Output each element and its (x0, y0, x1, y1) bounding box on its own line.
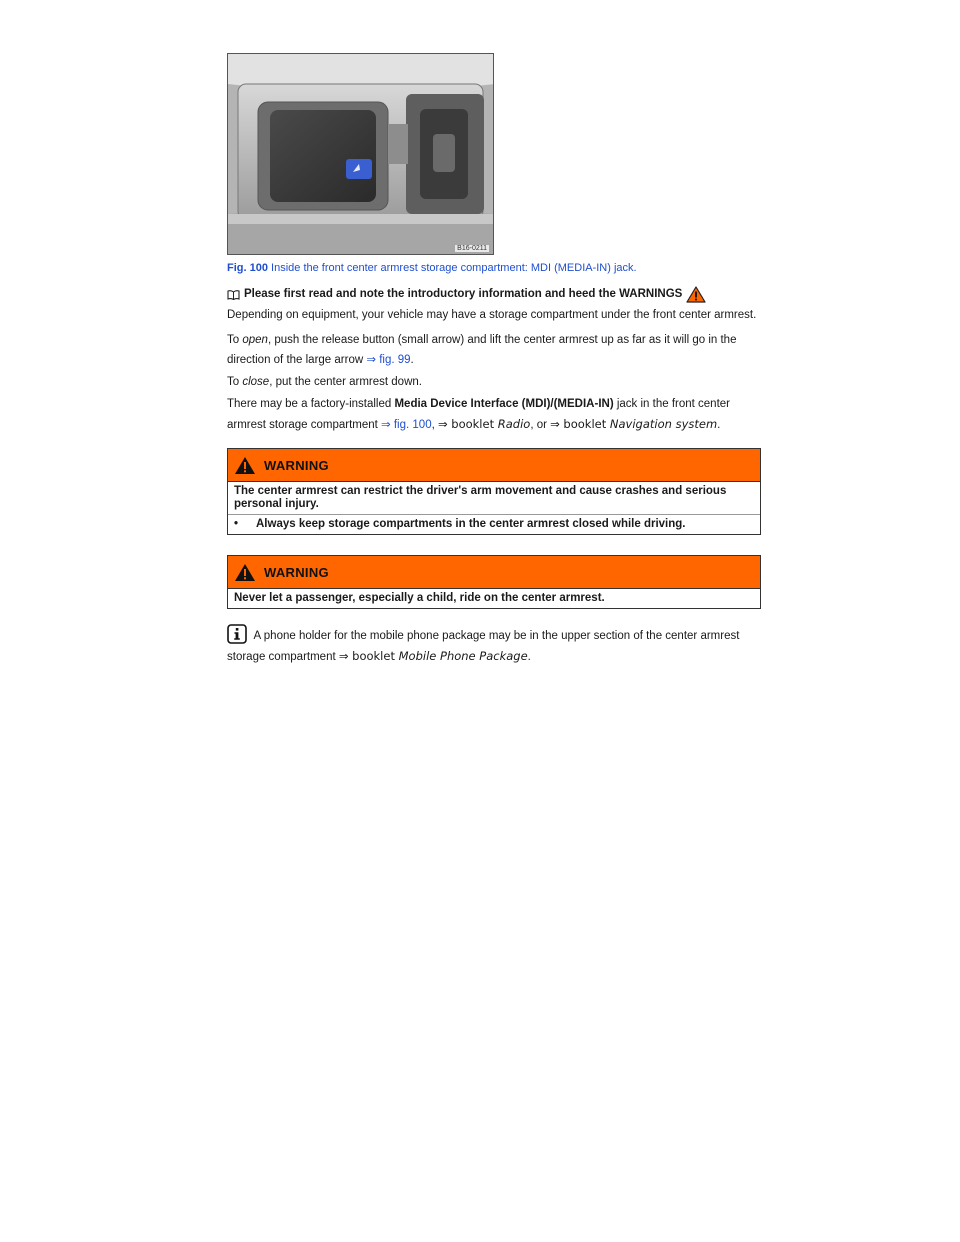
emphasis-open: open (242, 334, 268, 346)
mdi-term: Media Device Interface (MDI)/(MEDIA-IN) (394, 398, 614, 410)
paragraph-mdi (227, 394, 761, 435)
booklet-ref-mobile-phone[interactable] (339, 649, 528, 663)
caption-label: Fig. 100 (227, 262, 268, 274)
intro-text: Please first read and note the introductory information and heed the WARNINGS (244, 288, 683, 300)
paragraph-open (227, 330, 761, 370)
text-segment: , put the center armrest down. (269, 376, 422, 388)
intro-line (227, 286, 761, 303)
caption-text: Inside the front center armrest storage compartment: MDI (MEDIA-IN) jack. (271, 262, 637, 274)
info-icon (227, 624, 247, 644)
paragraph-close (227, 372, 761, 392)
text-segment: jack in the front center armrest storage compartment (227, 398, 730, 431)
text-segment: There may be a factory-installed (227, 398, 395, 410)
emphasis-close: close (242, 376, 270, 388)
link-fig-99[interactable]: ⇒ fig. 99 (366, 354, 411, 366)
booklet-arrow: ⇒ booklet (338, 649, 399, 663)
warning-header (228, 556, 760, 589)
text-segment: . (410, 354, 414, 366)
warning-box-passenger (227, 555, 761, 609)
booklet-name: Navigation system (609, 417, 718, 431)
text-segment: . (527, 651, 531, 663)
text-segment: , push the release button (small arrow) and lift the center armrest up as far as it will go in the direction of the large arrow (227, 334, 737, 366)
figure-caption (227, 262, 767, 274)
note-phone-holder (227, 624, 761, 667)
main-content (227, 286, 761, 437)
text-segment: , or (530, 419, 551, 431)
booklet-arrow: ⇒ booklet (437, 417, 498, 431)
figure-code: B16-0211 (457, 245, 487, 252)
booklet-ref-navigation[interactable] (550, 417, 717, 431)
warning-text: The center armrest can restrict the driver's arm movement and cause crashes and serious personal injury. (234, 485, 727, 510)
warning-title: WARNING (264, 564, 329, 580)
booklet-name: Radio (497, 417, 531, 431)
book-icon (227, 290, 240, 300)
booklet-name: Mobile Phone Package (398, 649, 528, 663)
warning-bullet-text: Always keep storage compartments in the center armrest closed while driving. (256, 518, 686, 530)
booklet-ref-radio[interactable] (438, 417, 530, 431)
text-segment: . (717, 419, 721, 431)
figure-armrest-compartment (227, 53, 494, 255)
bullet-symbol: • (234, 518, 239, 530)
warning-body (228, 589, 760, 608)
warning-header (228, 449, 760, 482)
warning-text: Never let a passenger, especially a child, ride on the center armrest. (234, 592, 605, 604)
warning-triangle-icon (234, 456, 256, 475)
warning-body (228, 482, 760, 534)
text-segment: To (227, 334, 243, 346)
booklet-arrow: ⇒ booklet (550, 417, 610, 431)
warning-box-armrest (227, 448, 761, 535)
warning-bullet (228, 514, 760, 531)
warning-title: WARNING (264, 457, 329, 473)
note-text: A phone holder for the mobile phone package may be in the upper section of the center armrest storage compartment (227, 630, 740, 663)
paragraph-equipment: Depending on equipment, your vehicle may have a storage compartment under the front center armrest. (227, 309, 757, 321)
warning-triangle-icon (234, 563, 256, 582)
warning-triangle-icon (686, 286, 706, 303)
link-fig-100[interactable]: ⇒ fig. 100 (381, 419, 432, 431)
armrest-illustration (228, 54, 494, 255)
text-segment: To (227, 376, 243, 388)
text-segment: , (431, 419, 438, 431)
